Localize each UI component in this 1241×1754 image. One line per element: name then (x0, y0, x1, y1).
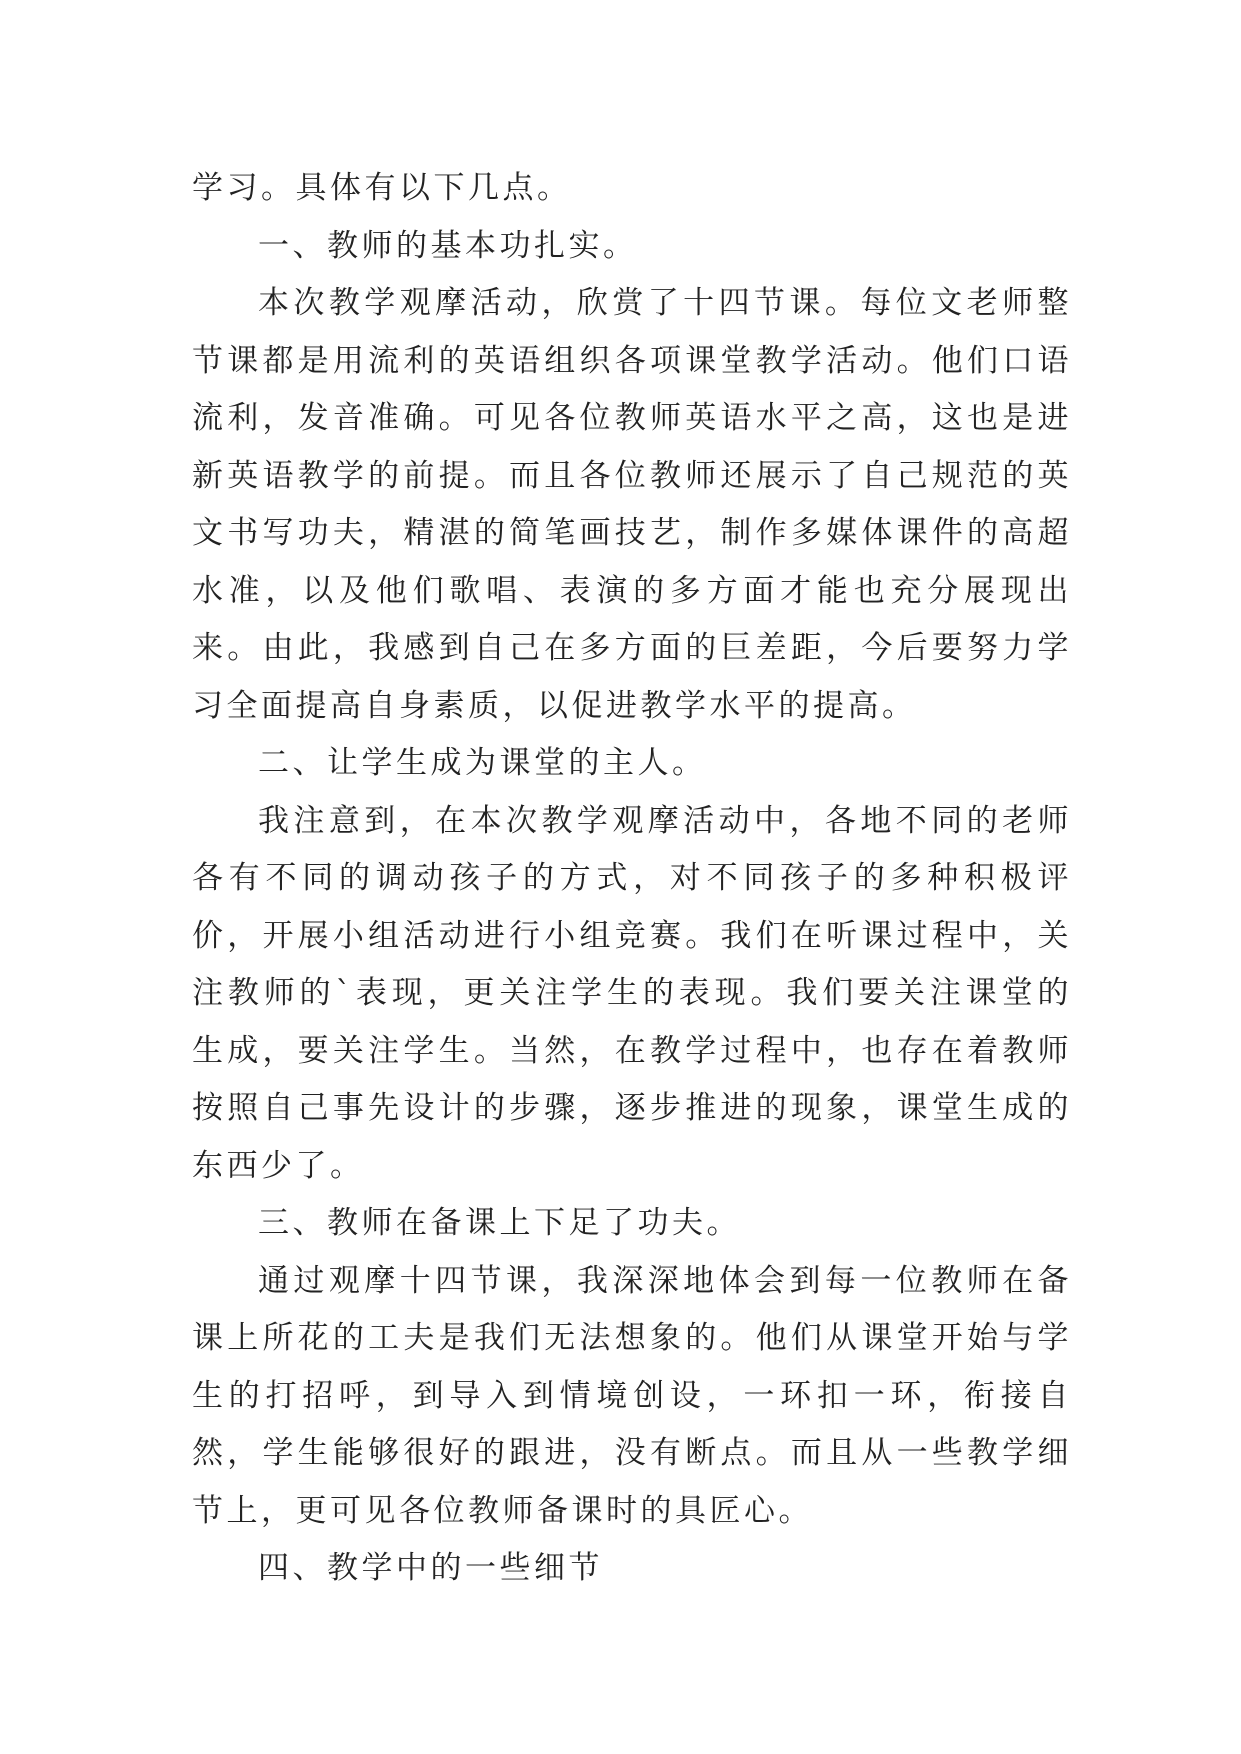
heading-section-4: 四、教学中的一些细节 (258, 1550, 603, 1586)
paragraph-intro-continuation: 学习。具体有以下几点。 (192, 170, 572, 206)
paragraph-section-2: 我注意到，在本次教学观摩活动中，各地不同的老师各有不同的调动孩子的方式，对不同孩子的多种积极评价，开展小组活动进行小组竞赛。我们在听课过程中，关注教师的`表现，更关注学生的表现。我们要关注课堂的生成，要关注学生。当然，在教学过程中，也存在着教师按照自己事先设计的步骤，逐步推进的现象，课堂生成的东西少了。 (192, 802, 1072, 1184)
heading-section-1: 一、教师的基本功扎实。 (258, 227, 638, 264)
paragraph-section-1: 本次教学观摩活动，欣赏了十四节课。每位文老师整节课都是用流利的英语组织各项课堂教学活动。他们口语流利，发音准确。可见各位教师英语水平之高，这也是进新英语教学的前提。而且各位教师还展示了自己规范的英文书写功夫，精湛的简笔画技艺，制作多媒体课件的高超水准，以及他们歌唱、表演的多方面才能也充分展现出来。由此，我感到自己在多方面的巨差距，今后要努力学习全面提高自身素质，以促进教学水平的提高。 (192, 285, 1072, 724)
document-body (192, 160, 1072, 1598)
heading-section-2: 二、让学生成为课堂的主人。 (258, 745, 707, 781)
heading-section-3: 三、教师在备课上下足了功夫。 (258, 1205, 741, 1241)
paragraph-section-3: 通过观摩十四节课，我深深地体会到每一位教师在备课上所花的工夫是我们无法想象的。他们从课堂开始与学生的打招呼，到导入到情境创设，一环扣一环，衔接自然，学生能够很好的跟进，没有断点。而且从一些教学细节上，更可见各位教师备课时的具匠心。 (192, 1262, 1072, 1529)
